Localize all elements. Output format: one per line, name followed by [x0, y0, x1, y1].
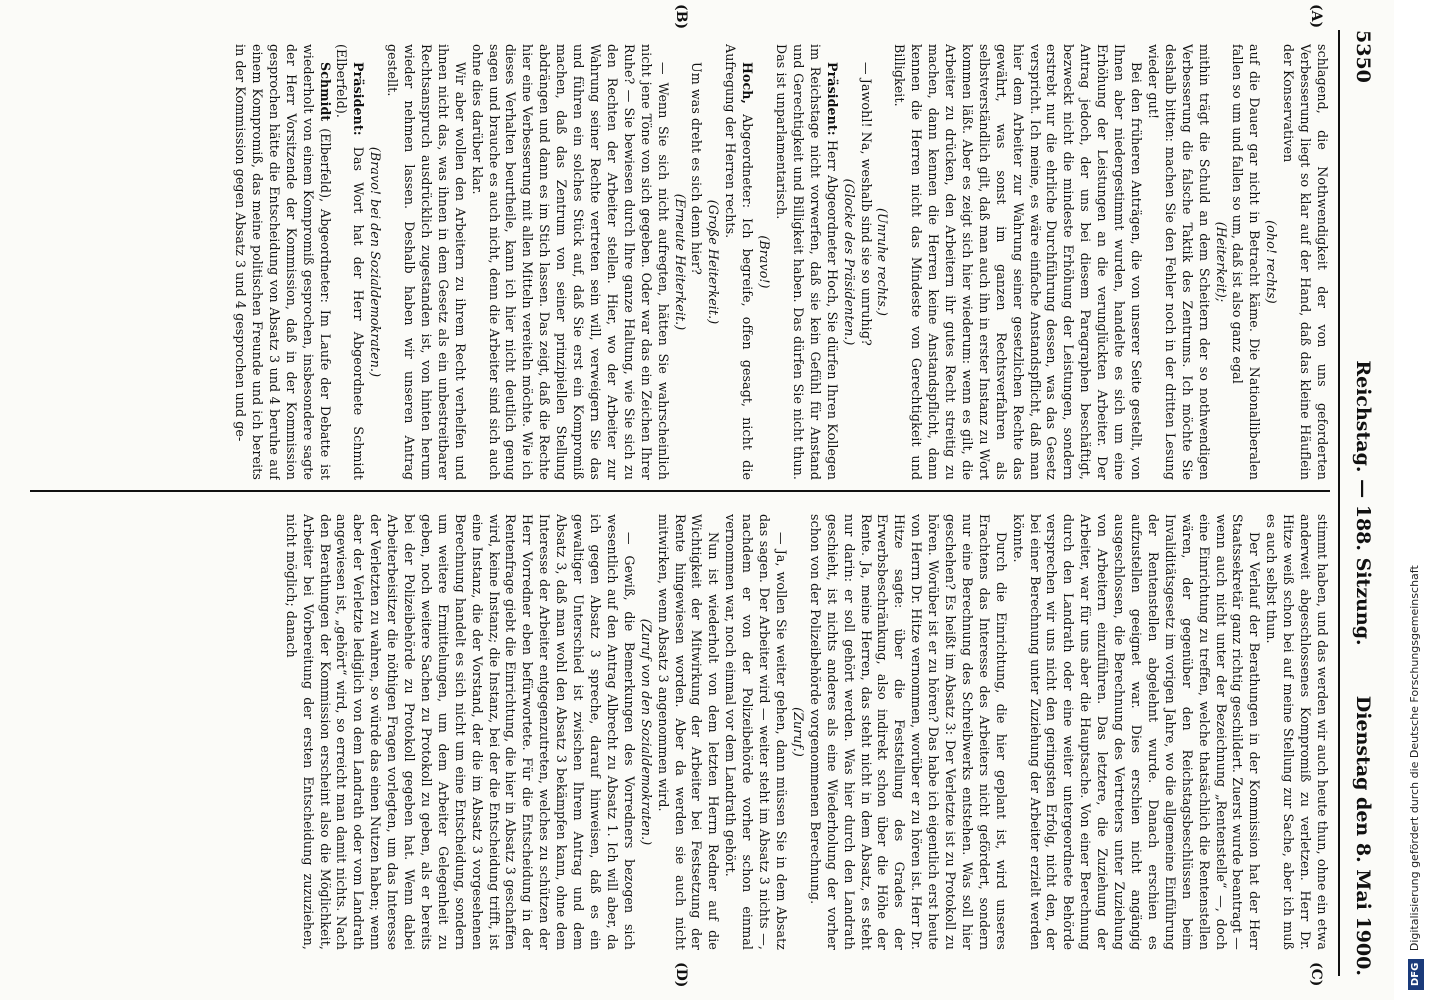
digitization-strip — [1396, 0, 1434, 1000]
column-divider — [30, 490, 1330, 492]
paragraph: Präsident: Das Wort hat der Herr Abgeordnete Schmidt (Elberfeld). — [334, 44, 367, 480]
paragraph: Schmidt (Elberfeld), Abgeordneter: Im Laufe der Debatte ist wiederholt von einem Kompromiß gesprochen, insbesondere sagte der Herr Vorsitzende der Kommission, daß in der Kommission gesprochen hätte die Entscheidung von Absatz 3 und 4 beruhe auf einem Kompromiß, das meine politischen Freunde und ich bereits in der Kommission gegen Absatz 3 und 4 gesprochen und ge- — [233, 44, 333, 480]
left-text-column — [40, 44, 1330, 480]
dfg-logo: DFG — [1408, 959, 1424, 990]
paragraph: — Wenn Sie sich nicht aufregten, hätten Sie wahrscheinlich nicht jene Töne von sich gegeben. Oder war das ein Zeichen Ihrer Ruhe? — Sie bewiesen durch Ihre ganze Haltung, wie Sie sich zu den Rechten der Arbeiter stellen. Hier, wo der Arbeiter zur Wahrung seiner Rechte vertreten sein will, verweigern Sie das und führen ein solches Stück auf, daß Sie erst ein Kompromiß machen, daß das Zentrum von seiner prinzipiellen Stellung abdrängen und dann es im Stich lassen. Das zeigt, daß die Rechte hier eine Verbesserung mit allen Mitteln vereiteln möchte. Wie ich dieses Verhalten beurtheile, kann ich hier nicht deutlich genug sagen und brauche es auch nicht, denn die Arbeiter sind sich auch ohne dies darüber klar. — [469, 44, 671, 480]
margin-marker-b: (B) — [673, 4, 689, 30]
interjection: (Heiterkeit); — [1213, 221, 1229, 303]
paragraph: auf die Dauer gar nicht in Betracht käme. Die Nationalliberalen fallen so um und fallen so um, daß ist also ganz egal — [1230, 44, 1263, 480]
speaker-name: Schmidt — [317, 62, 333, 122]
running-title: Reichstag. — 188. Sitzung. — [1352, 360, 1374, 646]
page-header — [1342, 30, 1376, 976]
paragraph: Nun ist wiederholt von dem letzten Herrn Redner auf die Wichtigkeit der Mitwirkung der Arbeiter bei Festsetzung der Rente hingewiesen worden. Aber da werden sie auch nicht mitwirken, wenn Absatz 3 angenommen wird. — [655, 514, 722, 950]
paragraph: Um was dreht es sich denn hier? — [689, 62, 705, 275]
paragraph: schlagend, die Nothwendigkeit der von uns geforderten Verbesserung liegt so klar auf der Hand, daß das kleine Häuflein der Konservativen — [1281, 44, 1330, 480]
interjection: (Erneute Heiterkeit.) — [672, 193, 688, 331]
margin-marker-d: (D) — [673, 962, 689, 988]
speaker-name: Präsident: — [351, 62, 367, 136]
paragraph: stimmt haben, und das werden wir auch heute thun, ohne ein etwa anderweit abgeschlossenes Kompromiß zu verletzen. Herr Dr. Hitze weiß schon bei auf meine Stellung zur Sache, aber ich muß es auch selbst thun. — [1264, 514, 1330, 950]
paragraph: mithin trägt die Schuld an dem Scheitern der so nothwendigen Verbesserung die falsche Taktik des Zentrums. Ich möchte Sie deshalb bitten: machen Sie den Fehler noch in der dritten Lesung wieder gut! — [1145, 44, 1212, 480]
margin-marker-a: (A) — [1308, 4, 1324, 29]
interjection: (Zuruf.) — [790, 707, 806, 757]
interjection: (Unruhe rechts.) — [875, 207, 891, 316]
interjection: (Glocke des Präsidenten.) — [841, 178, 857, 346]
right-text-column — [40, 514, 1330, 950]
paragraph: Durch die Einrichtung, die hier geplant ist, wird unseres Erachtens das Interesse des Arbeiters nicht gefördert, sondern nur eine Berechnung des Schreibwerks entstehen. Was soll hier geschehen? Es heißt im Absatz 3: Der Verletzte ist zu Protokoll zu hören. Worüber ist er zu hören? Das habe ich eigentlich erst heute von Herrn Dr. Hitze vernommen, worüber er zu hören ist. Herr Dr. Hitze sagte: über die Feststellung des Grades der Erwerbsbeschränkung, also indirekt schon über die Höhe der Rente. Ja, meine Herren, das steht nicht in dem Absatz, es steht nur darin: er soll gehört werden. Was hier durch den Landrath geschieht, ist nichts anderes als eine Wiederholung der vorher schon von der Polizeibehörde vorgenommenen Berechnung. — [807, 514, 1009, 950]
interjection: (Bravo!) — [757, 235, 773, 289]
interjection: (Zuruf von den Sozialdemokraten.) — [638, 618, 654, 846]
interjection: (Bravo! bei den Sozialdemokraten.) — [368, 146, 384, 378]
paragraph: Wir aber wollen den Arbeitern zu ihrem Recht verhelfen und ihnen nicht das, was ihnen in dem Gesetz als ein unbestreitbarer Rechtsanspruch ausdrücklich zugestanden ist, von hinten herum wieder nehmen lassen. Deshalb haben wir unseren Antrag gestellt. — [385, 44, 468, 480]
speaker-name: Präsident: — [824, 62, 840, 136]
paragraph: Hoch, Abgeordneter: Ich begreife, offen gesagt, nicht die Aufregung der Herren rechts. — [723, 44, 756, 480]
header-rule — [1338, 30, 1340, 976]
paragraph: — Jawohl! Na, weshalb sind sie so unruhig? — [858, 62, 874, 346]
paragraph: Präsident: Herr Abgeordneter Hoch, Sie dürfen Ihren Kollegen im Reichstage nicht vorwerfen, daß sie kein Gefühl für Anstand und Gerechtigkeit und Billigkeit haben. Das dürfen Sie nicht thun. Das ist unparlamentarisch. — [774, 44, 840, 480]
paragraph: — Ja, wollen Sie weiter gehen, dann müssen Sie in dem Absatz das sagen. Der Arbeiter wird — weiter steht im Absatz 3 nichts —, nachdem er von der Polizeibehörde vorher schon einmal vernommen war, noch einmal vor dem Landrath gehört. — [723, 514, 789, 950]
interjection: (oho! rechts) — [1264, 220, 1280, 304]
margin-marker-c: (C) — [1308, 962, 1324, 987]
paragraph: — Gewiß, die Bemerkungen des Vorredners bezogen sich wesentlich auf den Antrag Albrecht zu Absatz 1. Ich will aber, da ich gegen Absatz 3 spreche, darauf hinweisen, daß es ein gewaltiger Unterschied ist zwischen Ihrem Antrag und dem Absatz 3, daß man wohl den Absatz 3 bekämpfen kann, ohne dem Interesse der Arbeiter entgegenzutreten, welches zu schützen der Herr Vorredner eben befürwortete. Für die Entscheidung in der Rentenfrage giebt die Einrichtung, die hier in Absatz 3 geschaffen wird, keine Instanz; die Instanz, bei der die Entscheidung trifft, ist eine Instanz, die der Vorstand, der die im Absatz 3 vorgesehenen Berechnung handelt es sich nicht um eine Entscheidung, sondern um weitere Ermittelungen, um dem Arbeiter Gelegenheit zu geben, noch weitere Sachen zu Protokoll zu geben, als er bereits bei der Polizeibehörde zu Protokoll gegeben hat. Wenn dabei Arbeiterbeisitzer die nöthigen Fragen vorlegten, um das Interesse der Verletzten zu wahren, so würde das einen Nutzen haben; wenn aber der Verletzte lediglich von dem Landrath oder vom Landrath angewiesen ist, „gehört“ wird, so erreicht man damit nichts. Nach den Berathungen der Kommission erscheint also die Möglichkeit, Arbeiter bei Vorbereitung der ersten Entscheidung zuzuziehen, nicht möglich; danach — [283, 514, 637, 950]
page-number: 5350 — [1352, 30, 1374, 83]
paragraph: Der Verlauf der Berathungen in der Kommission hat der Herr Staatssekretär ganz richtig geschildert. Zuerst wurde beantragt — wenn auch nicht unter der Bezeichnung „Rentenstelle“ —, doch eine Einrichtung zu treffen, welche thatsächlich die Rentenstellen wären, der gegenüber den Reichstagsbeschlüssen beim Invaliditätsgesetz im vorigen Jahre, wo die allgemeine Einführung der Rentenstellen abgelehnt wurde. Danach erschien es aufzustellen geeignet war. Dies erschien nicht angängig ausgeschlossen, die Berechnung des Vertreters unter Zuziehung von Arbeitern einzuführen. Das letztere, die Zuziehung der Arbeiter, war für uns aber die Hauptsache. Von einer Berechnung durch den Landrath oder eine weiter untergeordnete Behörde versprechen wir uns nicht den geringsten Erfolg, nicht den, der bei einer Berechnung unter Zuziehung der Arbeiter erzielt werden könnte. — [1010, 514, 1263, 950]
speaker-name: Hoch, — [740, 62, 756, 105]
paragraph: Bei den früheren Anträgen, die von unserer Seite gestellt, von Ihnen aber niedergestimmt wurden, handelte es sich um eine Erhöhung der Leistungen an die verunglückten Arbeiter. Der Antrag jedoch, der uns bei diesem Paragraphen beschäftigt, bezweckt nicht die mindeste Erhöhung der Leistungen, sondern erstrebt nur die ehrliche Durchführung dessen, was das Gesetz verspricht. Ich meine, es wäre einfache Anstandspflicht, daß man hier dem Arbeiter zur Wahrung seiner gesetzlichen Rechte das gewährt, was sonst im ganzen Rechtsverfahren als selbstverständlich gilt, daß man auch ihn in erster Instanz zu Wort kommen läßt. Aber es zeigt sich hier wiederum: wenn es gilt, die Arbeiter zu drücken, den Arbeitern ihr gutes Recht streitig zu machen, dann kennen die Herren keine Anstandspflicht, dann kennen die Herren nicht das Mindeste von Gerechtigkeit und Billigkeit. — [892, 44, 1145, 480]
session-date: Dienstag den 8. Mai 1900. — [1352, 695, 1374, 976]
digitization-credit: Digitalisierung gefördert durch die Deutsche Forschungsgemeinschaft — [1408, 565, 1421, 952]
interjection: (Große Heiterkeit.) — [706, 199, 722, 325]
